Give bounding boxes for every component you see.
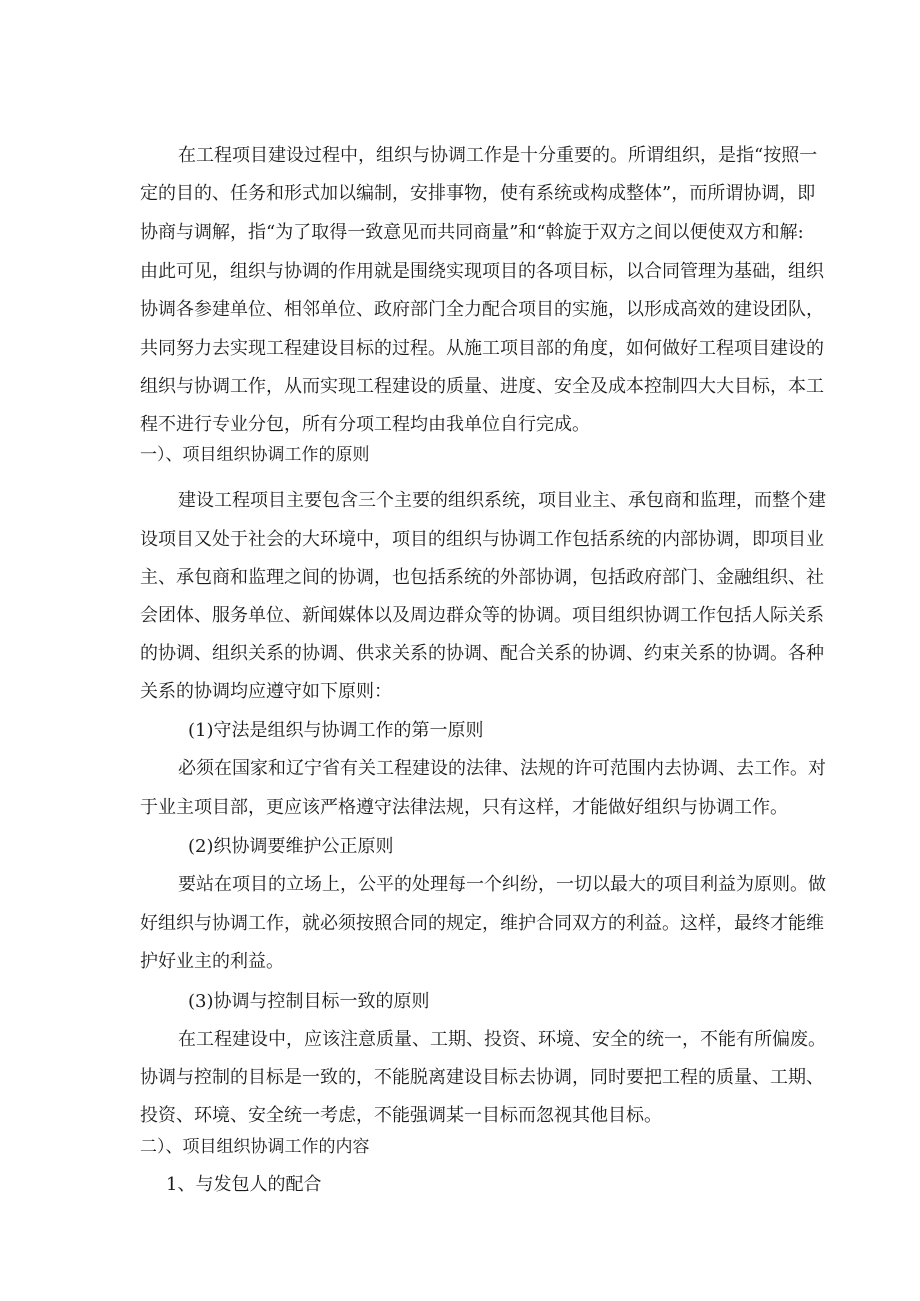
section-heading-2: 二）、项目组织协调工作的内容: [140, 1137, 370, 1157]
paragraph-5-line: 投资、环境、安全统一考虑，不能强调某一目标而忽视其他目标。: [140, 1105, 662, 1126]
paragraph-2-line: 关系的协调均应遵守如下原则：: [140, 681, 392, 702]
paragraph-4-line: 护好业主的利益。: [140, 951, 284, 972]
subsection-heading: 1、与发包人的配合: [166, 1174, 322, 1195]
paragraph-4-line: 要站在项目的立场上，公平的处理每一个纠纷，一切以最大的项目利益为原则。做: [178, 874, 826, 895]
paragraph-2-line: 设项目又处于社会的大环境中，项目的组织与协调工作包括系统的内部协调，即项目业: [140, 529, 824, 550]
paragraph-1-line: 协商与调解，指“为了取得一致意见而共同商量”和“斡旋于双方之间以便使双方和解:: [140, 222, 804, 243]
paragraph-3-line: 于业主项目部，更应该严格遵守法律法规，只有这样，才能做好组织与协调工作。: [140, 797, 788, 818]
paragraph-1-line: 协调各参建单位、相邻单位、政府部门全力配合项目的实施，以形成高效的建设团队，: [140, 299, 824, 320]
paragraph-4-line: 好组织与协调工作，就必须按照合同的规定，维护合同双方的利益。这样，最终才能维: [140, 913, 824, 934]
paragraph-2-line: 的协调、组织关系的协调、供求关系的协调、配合关系的协调、约束关系的协调。各种: [140, 643, 824, 664]
paragraph-5-line: 协调与控制的目标是一致的，不能脱离建设目标去协调，同时要把工程的质量、工期、: [140, 1067, 824, 1088]
paragraph-2-line: 主、承包商和监理之间的协调，也包括系统的外部协调，包括政府部门、金融组织、社: [140, 567, 824, 588]
section-heading-1: 一）、项目组织协调工作的原则: [140, 445, 370, 465]
paragraph-2-line: 会团体、服务单位、新闻媒体以及周边群众等的协调。项目组织协调工作包括人际关系: [140, 605, 824, 626]
paragraph-1-line: 共同努力去实现工程建设目标的过程。从施工项目部的角度，如何做好工程项目建设的: [140, 338, 824, 359]
principle-heading-3: (3)协调与控制目标一致的原则: [188, 991, 430, 1012]
paragraph-5-line: 在工程建设中，应该注意质量、工期、投资、环境、安全的统一，不能有所偏废。: [178, 1029, 826, 1050]
paragraph-1-line: 由此可见，组织与协调的作用就是围绕实现项目的各项目标，以合同管理为基础，组织: [140, 261, 824, 282]
paragraph-2-line: 建设工程项目主要包含三个主要的组织系统，项目业主、承包商和监理，而整个建: [178, 490, 826, 511]
paragraph-1-line: 定的目的、任务和形式加以编制，安排事物，使有系统或构成整体”，而所谓协调，即: [140, 183, 816, 204]
paragraph-1-line: 组织与协调工作，从而实现工程建设的质量、进度、安全及成本控制四大大目标，本工: [140, 376, 824, 397]
paragraph-1-line: 程不进行专业分包，所有分项工程均由我单位自行完成。: [140, 414, 590, 435]
paragraph-3-line: 必须在国家和辽宁省有关工程建设的法律、法规的许可范围内去协调、去工作。对: [178, 758, 826, 779]
principle-heading-1: (1)守法是组织与协调工作的第一原则: [188, 720, 484, 741]
paragraph-1-line: 在工程项目建设过程中，组织与协调工作是十分重要的。所谓组织，是指“按照一: [178, 145, 818, 166]
principle-heading-2: (2)织协调要维护公正原则: [188, 836, 394, 857]
